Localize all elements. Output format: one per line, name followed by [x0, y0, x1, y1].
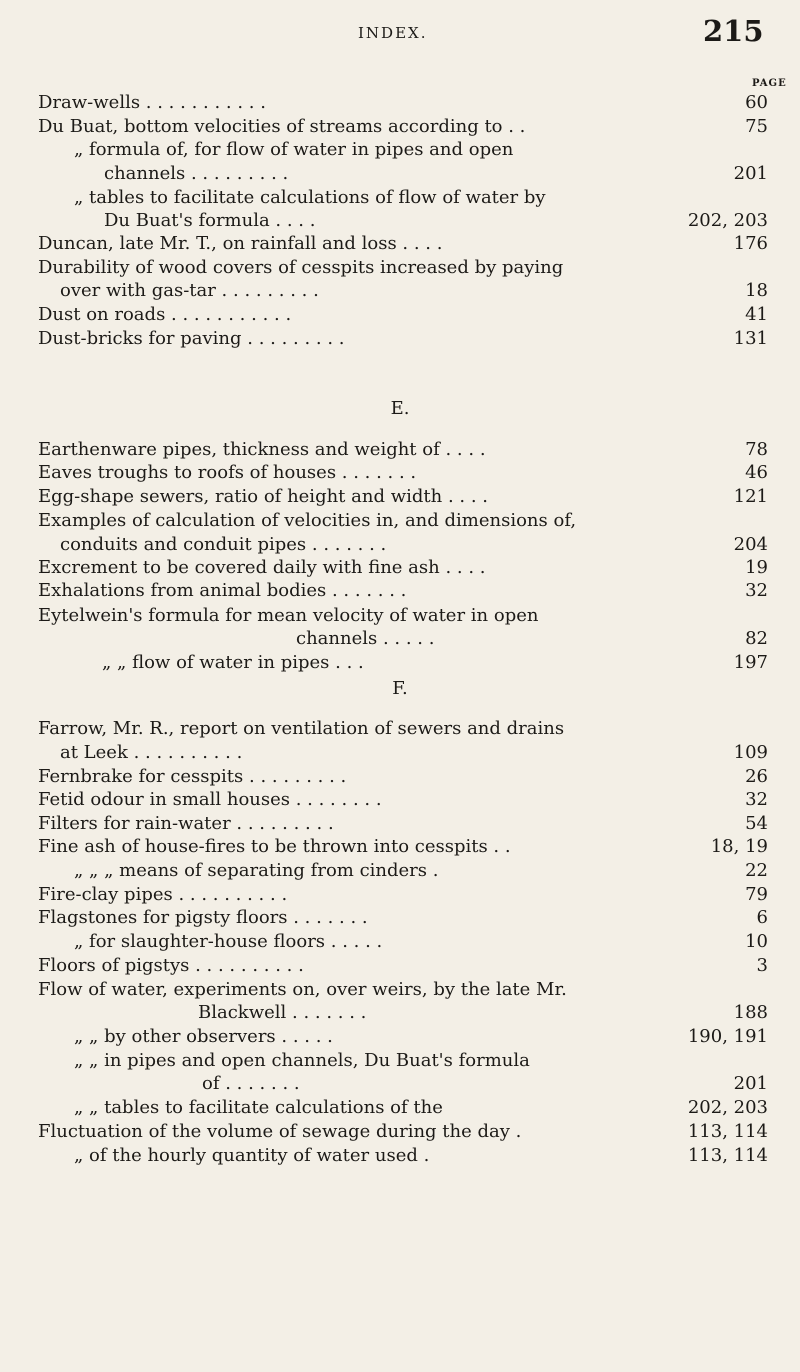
index-entry: [0, 580, 800, 602]
index-entry: [0, 328, 800, 350]
index-entry: [0, 557, 800, 579]
section-letter-e: E.: [390, 398, 410, 419]
index-entry: [0, 1121, 800, 1143]
entry-page-ref: 18, 19: [710, 836, 768, 857]
index-entry: [0, 257, 800, 279]
index-entry: [0, 766, 800, 788]
running-head: [0, 14, 800, 54]
entry-page-ref: 6: [756, 907, 768, 928]
index-entry: [0, 486, 800, 508]
entry-text: Fluctuation of the volume of sewage during the day .: [38, 1121, 522, 1142]
entry-text: Durability of wood covers of cesspits increased by paying: [38, 257, 564, 278]
entry-text: Duncan, late Mr. T., on rainfall and loss . . . .: [38, 233, 443, 254]
index-entry: [0, 628, 800, 650]
entry-text: „ formula of, for flow of water in pipes and open: [74, 139, 514, 160]
entry-text: „ „ „ means of separating from cinders .: [74, 860, 439, 881]
entry-text: Dust-bricks for paving . . . . . . . . .: [38, 328, 345, 349]
index-entry: [0, 931, 800, 953]
index-entry: [0, 187, 800, 209]
entry-text: Fetid odour in small houses . . . . . . . .: [38, 789, 382, 810]
entry-page-ref: 121: [733, 486, 768, 507]
index-entry: [0, 1050, 800, 1072]
entry-text: over with gas-tar . . . . . . . . .: [60, 280, 319, 301]
index-entry: [0, 860, 800, 882]
entry-text: Dust on roads . . . . . . . . . . .: [38, 304, 292, 325]
entry-text: Filters for rain-water . . . . . . . . .: [38, 813, 334, 834]
index-entry: [0, 1002, 800, 1024]
entry-page-ref: 197: [733, 652, 768, 673]
index-entry: [0, 813, 800, 835]
entry-text: „ of the hourly quantity of water used .: [74, 1145, 430, 1166]
entry-page-ref: 46: [745, 462, 768, 483]
entry-text: conduits and conduit pipes . . . . . . .: [60, 534, 387, 555]
entry-page-ref: 26: [745, 766, 768, 787]
entry-page-ref: 204: [733, 534, 768, 555]
entry-page-ref: 131: [733, 328, 768, 349]
entry-text: Floors of pigstys . . . . . . . . . .: [38, 955, 304, 976]
index-entry: [0, 1145, 800, 1167]
entry-page-ref: 201: [733, 163, 768, 184]
index-entry: [0, 163, 800, 185]
index-entry: [0, 510, 800, 532]
index-entry: [0, 233, 800, 255]
section-letter-f: F.: [392, 678, 408, 699]
entry-text: „ for slaughter-house floors . . . . .: [74, 931, 383, 952]
entry-page-ref: 32: [745, 789, 768, 810]
entry-page-ref: 60: [745, 92, 768, 113]
running-title: INDEX.: [358, 24, 428, 42]
entry-text: Eaves troughs to roofs of houses . . . . . . .: [38, 462, 417, 483]
index-entry: [0, 210, 800, 232]
entry-page-ref: 201: [733, 1073, 768, 1094]
index-entry: [0, 955, 800, 977]
index-entry: [0, 718, 800, 740]
index-entry: [0, 1073, 800, 1095]
entry-page-ref: 79: [745, 884, 768, 905]
page-number: 215: [703, 14, 764, 48]
index-entry: [0, 884, 800, 906]
entry-text: Earthenware pipes, thickness and weight of . . . .: [38, 439, 486, 460]
entry-page-ref: 202, 203: [687, 210, 768, 231]
entry-page-ref: 176: [733, 233, 768, 254]
index-entry: [0, 789, 800, 811]
entry-page-ref: 113, 114: [687, 1121, 768, 1142]
entry-text: Excrement to be covered daily with fine ash . . . .: [38, 557, 486, 578]
entry-page-ref: 75: [745, 116, 768, 137]
entry-page-ref: 19: [745, 557, 768, 578]
entry-text: Flagstones for pigsty floors . . . . . . .: [38, 907, 368, 928]
entry-page-ref: 78: [745, 439, 768, 460]
entry-text: Draw-wells . . . . . . . . . . .: [38, 92, 266, 113]
entry-page-ref: 190, 191: [687, 1026, 768, 1047]
entry-text: Fernbrake for cesspits . . . . . . . . .: [38, 766, 347, 787]
entry-text: channels . . . . .: [296, 628, 435, 649]
entry-text: Exhalations from animal bodies . . . . . . .: [38, 580, 407, 601]
entry-page-ref: 109: [733, 742, 768, 763]
entry-text: Farrow, Mr. R., report on ventilation of sewers and drains: [38, 718, 565, 739]
entry-text: channels . . . . . . . . .: [104, 163, 289, 184]
entry-page-ref: 18: [745, 280, 768, 301]
index-entry: [0, 439, 800, 461]
index-entry: [0, 836, 800, 858]
index-entry: [0, 116, 800, 138]
entry-text: Egg-shape sewers, ratio of height and width . . . .: [38, 486, 488, 507]
index-entry: [0, 605, 800, 627]
index-entry: [0, 1097, 800, 1119]
index-entry: [0, 742, 800, 764]
entry-text: Fine ash of house-fires to be thrown into cesspits . .: [38, 836, 511, 857]
index-entry: [0, 534, 800, 556]
entry-text: „ „ in pipes and open channels, Du Buat's formula: [74, 1050, 530, 1071]
entry-page-ref: 54: [745, 813, 768, 834]
entry-page-ref: 41: [745, 304, 768, 325]
entry-text: „ „ tables to facilitate calculations of the: [74, 1097, 443, 1118]
entry-text: Du Buat, bottom velocities of streams according to . .: [38, 116, 526, 137]
index-entry: [0, 979, 800, 1001]
entry-page-ref: 10: [745, 931, 768, 952]
entry-page-ref: 32: [745, 580, 768, 601]
index-entry: [0, 280, 800, 302]
entry-page-ref: 113, 114: [687, 1145, 768, 1166]
entry-text: Examples of calculation of velocities in, and dimensions of,: [38, 510, 577, 531]
entry-text: Fire-clay pipes . . . . . . . . . .: [38, 884, 288, 905]
index-entry: [0, 1026, 800, 1048]
index-entry: [0, 304, 800, 326]
entry-page-ref: 82: [745, 628, 768, 649]
entry-text: at Leek . . . . . . . . . .: [60, 742, 243, 763]
entry-text: Flow of water, experiments on, over weirs, by the late Mr.: [38, 979, 567, 1000]
index-entry: [0, 907, 800, 929]
index-entry: [0, 652, 800, 674]
index-entry: [0, 92, 800, 114]
index-entry: [0, 462, 800, 484]
index-entry: [0, 139, 800, 161]
entry-text: Du Buat's formula . . . .: [104, 210, 316, 231]
entry-page-ref: 202, 203: [687, 1097, 768, 1118]
entry-page-ref: 3: [756, 955, 768, 976]
entry-text: „ „ by other observers . . . . .: [74, 1026, 333, 1047]
entry-text: Blackwell . . . . . . .: [198, 1002, 367, 1023]
entry-page-ref: 188: [733, 1002, 768, 1023]
entry-page-ref: 22: [745, 860, 768, 881]
entry-text: „ tables to facilitate calculations of flow of water by: [74, 187, 546, 208]
page-column-label: PAGE: [752, 78, 787, 89]
entry-text: „ „ flow of water in pipes . . .: [102, 652, 364, 673]
entry-text: of . . . . . . .: [202, 1073, 300, 1094]
entry-text: Eytelwein's formula for mean velocity of water in open: [38, 605, 539, 626]
